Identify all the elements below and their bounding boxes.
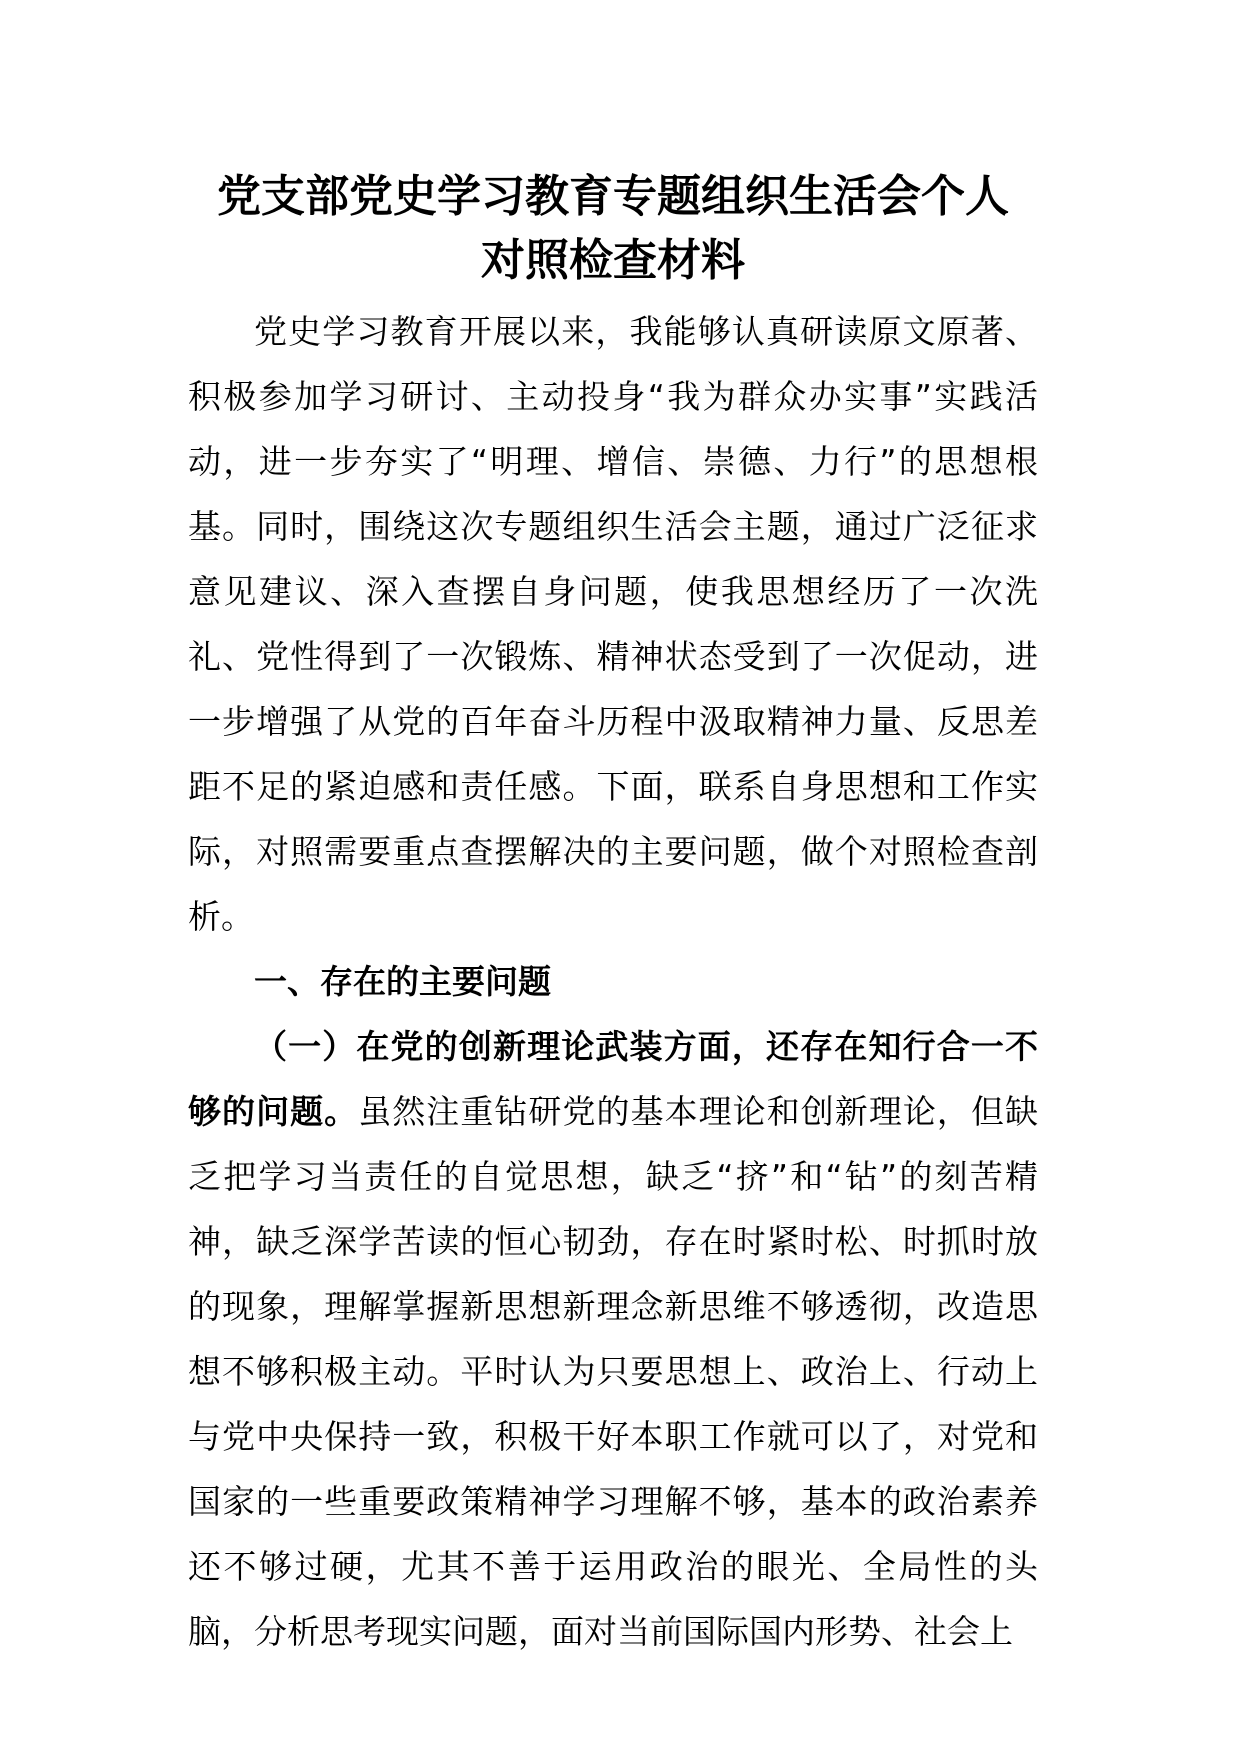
- subsection-heading-1: （一）在党的创新理论武装方面，还存在知行合一不够的问题。: [188, 1027, 1038, 1131]
- document-title: [188, 165, 1038, 293]
- title-line-2: 对照检查材料: [481, 235, 745, 286]
- intro-paragraph: 党史学习教育开展以来，我能够认真研读原文原著、积极参加学习研讨、主动投身“我为群众办实事”实践活动，进一步夯实了“明理、增信、崇德、力行”的思想根基。同时，围绕这次专题组织生活会主题，通过广泛征求意见建议、深入查摆自身问题，使我思想经历了一次洗礼、党性得到了一次锻炼、精神状态受到了一次促动，进一步增强了从党的百年奋斗历程中汲取精神力量、反思差距不足的紧迫感和责任感。下面，联系自身思想和工作实际，对照需要重点查摆解决的主要问题，做个对照检查剖析。: [188, 312, 1038, 936]
- document-body: [188, 165, 1038, 1664]
- subsection-body-1: 虽然注重钻研党的基本理论和创新理论，但缺乏把学习当责任的自觉思想，缺乏“挤”和“钻”的刻苦精神，缺乏深学苦读的恒心韧劲，存在时紧时松、时抓时放的现象，理解掌握新思想新理念新思维不够透彻，改造思想不够积极主动。平时认为只要思想上、政治上、行动上与党中央保持一致，积极干好本职工作就可以了，对党和国家的一些重要政策精神学习理解不够，基本的政治素养还不够过硬，尤其不善于运用政治的眼光、全局性的头脑，分析思考现实问题，面对当前国际国内形势、社会上: [188, 1092, 1039, 1651]
- subsection-paragraph-1: [188, 1014, 1038, 1664]
- section-heading-1: 一、存在的主要问题: [254, 962, 551, 1001]
- title-line-1: 党支部党史学习教育专题组织生活会个人: [217, 171, 1009, 222]
